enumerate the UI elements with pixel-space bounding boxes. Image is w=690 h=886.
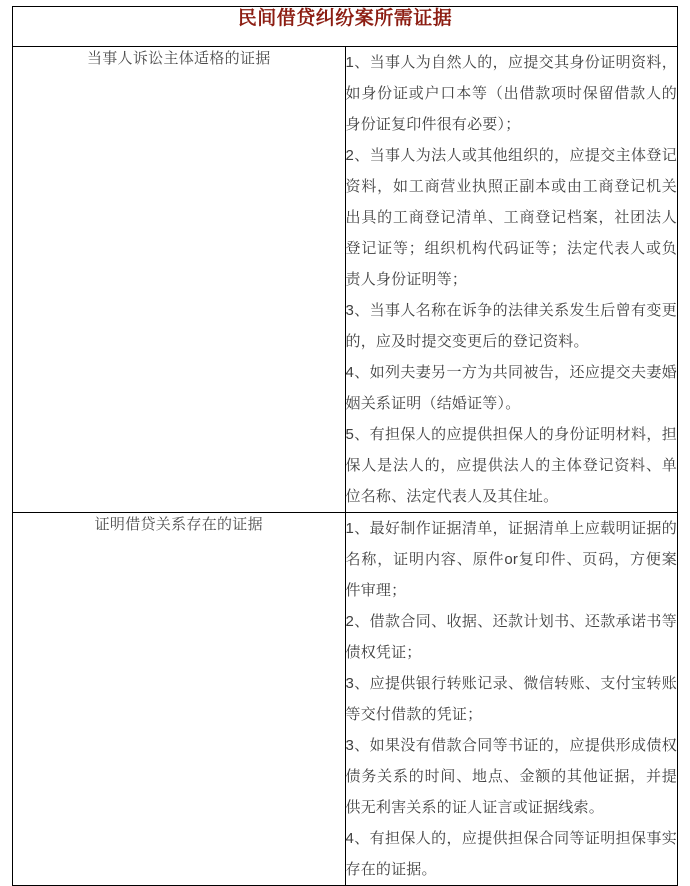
evidence-item: 3、当事人名称在诉争的法律关系发生后曾有变更的，应及时提交变更后的登记资料。 xyxy=(345,302,677,350)
evidence-item: 1、当事人为自然人的，应提交其身份证明资料，如身份证或户口本等（出借款项时保留借款人的身份证复印件很有必要）； xyxy=(345,54,677,133)
table-row xyxy=(13,47,678,513)
evidence-item: 2、借款合同、收据、还款计划书、还款承诺书等债权凭证； xyxy=(345,613,677,661)
document-title-cell xyxy=(13,7,678,47)
evidence-item: 4、有担保人的，应提供担保合同等证明担保事实存在的证据。 xyxy=(345,830,677,878)
evidence-requirements-table xyxy=(12,6,678,886)
page-title: 民间借贷纠纷案所需证据 xyxy=(237,8,453,29)
evidence-item: 2、当事人为法人或其他组织的，应提交主体登记资料，如工商营业执照正副本或由工商登记机关出具的工商登记清单、工商登记档案，社团法人登记证等；组织机构代码证等；法定代表人或负责人身份证明等； xyxy=(345,147,677,288)
row-content-cell-2 xyxy=(345,513,678,886)
table-title-row xyxy=(13,7,678,47)
table-row xyxy=(13,513,678,886)
row-label-1: 当事人诉讼主体适格的证据 xyxy=(86,50,271,67)
row-content-cell-1 xyxy=(345,47,678,513)
row-label-cell-2 xyxy=(13,513,346,886)
evidence-item: 4、如列夫妻另一方为共同被告，还应提交夫妻婚姻关系证明（结婚证等）。 xyxy=(345,364,677,412)
evidence-item: 3、应提供银行转账记录、微信转账、支付宝转账等交付借款的凭证； xyxy=(345,675,677,723)
evidence-item: 5、有担保人的应提供担保人的身份证明材料，担保人是法人的，应提供法人的主体登记资料、单位名称、法定代表人及其住址。 xyxy=(345,426,677,505)
row-label-2: 证明借贷关系存在的证据 xyxy=(94,516,263,533)
evidence-item: 1、最好制作证据清单，证据清单上应载明证据的名称，证明内容、原件or复印件、页码，方便案件审理； xyxy=(345,520,677,599)
row-label-cell-1 xyxy=(13,47,346,513)
evidence-item: 3、如果没有借款合同等书证的，应提供形成债权债务关系的时间、地点、金额的其他证据，并提供无利害关系的证人证言或证据线索。 xyxy=(345,737,677,816)
